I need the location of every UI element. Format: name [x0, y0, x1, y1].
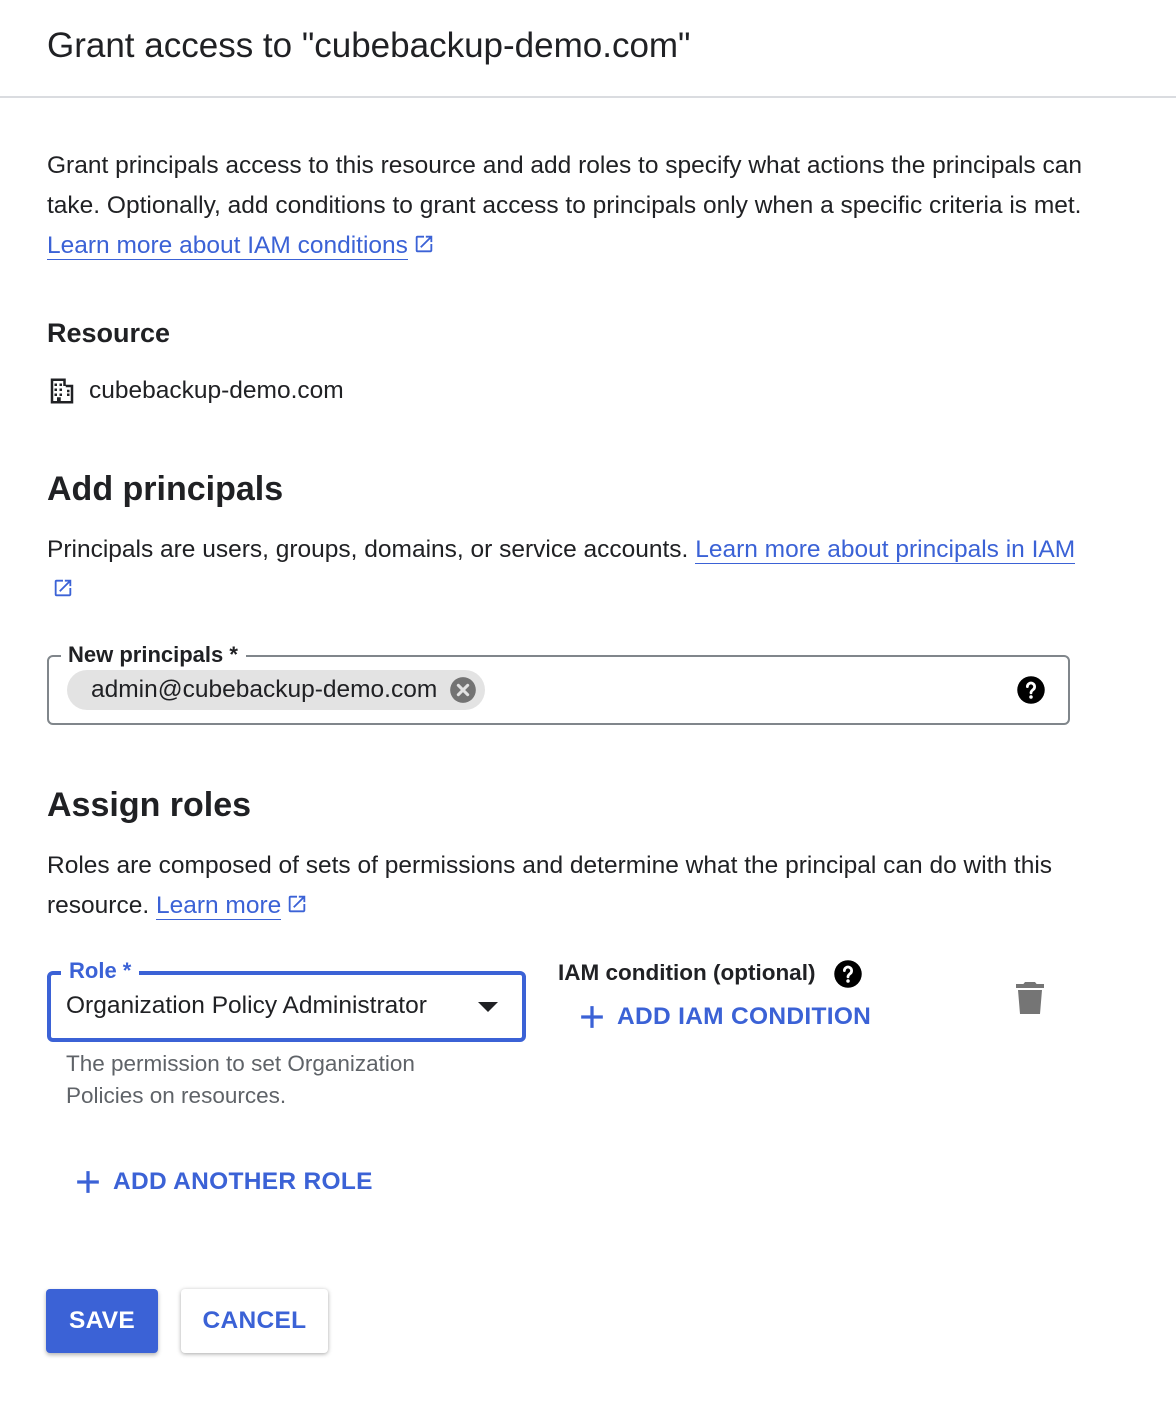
add-iam-condition-label: ADD IAM CONDITION	[617, 1003, 872, 1030]
external-link-icon	[52, 577, 74, 599]
dropdown-arrow-icon[interactable]	[478, 1002, 498, 1012]
role-label: Role *	[61, 957, 139, 985]
intro-text	[47, 146, 1087, 266]
iam-condition-label: IAM condition (optional)	[558, 960, 816, 985]
roles-description	[47, 846, 1087, 926]
resource-name: cubebackup-demo.com	[89, 377, 344, 404]
save-button[interactable]: SAVE	[46, 1289, 158, 1353]
delete-role-icon[interactable]	[1016, 982, 1044, 1014]
plus-icon	[579, 1004, 605, 1030]
external-link-icon	[413, 233, 435, 255]
assign-roles-heading: Assign roles	[47, 786, 252, 824]
add-principals-heading: Add principals	[47, 470, 284, 508]
learn-more-iam-conditions-label: Learn more about IAM conditions	[47, 232, 408, 259]
remove-chip-icon[interactable]	[449, 676, 477, 704]
principal-chip-label: admin@cubebackup-demo.com	[91, 676, 438, 703]
intro-description: Grant principals access to this resource and add roles to specify what actions the principals can take. Optionally, add conditions to grant access to principals only when a specific criteria is met.	[47, 152, 1082, 219]
domain-building-icon	[47, 376, 77, 406]
cancel-button[interactable]: CANCEL	[181, 1289, 328, 1353]
resource-row	[47, 374, 344, 408]
learn-more-principals-label: Learn more about principals in IAM	[695, 536, 1076, 563]
resource-label: Resource	[47, 318, 171, 348]
plus-icon	[75, 1169, 101, 1195]
add-another-role-button[interactable]	[75, 1168, 373, 1196]
role-hint-text: The permission to set Organization Policies on resources.	[66, 1051, 415, 1108]
roles-description-text: Roles are composed of sets of permissions and determine what the principal can do with this resource.	[47, 852, 1053, 919]
learn-more-roles-link[interactable]	[156, 892, 281, 920]
learn-more-principals-link[interactable]	[695, 536, 1075, 564]
principals-description-text: Principals are users, groups, domains, or service accounts.	[47, 536, 696, 563]
role-selected-value: Organization Policy Administrator	[66, 992, 427, 1019]
add-iam-condition-button[interactable]	[579, 1003, 871, 1031]
external-link-icon	[286, 893, 308, 915]
new-principals-field[interactable]	[47, 642, 1070, 725]
principal-chip[interactable]	[67, 670, 485, 710]
learn-more-roles-label: Learn more	[155, 892, 282, 919]
principals-description	[47, 530, 1087, 610]
new-principals-label: New principals *	[61, 641, 246, 669]
help-icon[interactable]	[833, 959, 863, 989]
dialog-title: Grant access to "cubebackup-demo.com"	[47, 26, 691, 65]
role-select[interactable]	[47, 958, 526, 1042]
help-icon[interactable]	[1016, 675, 1046, 705]
add-another-role-label: ADD ANOTHER ROLE	[113, 1168, 373, 1195]
dialog-header	[0, 0, 1176, 98]
learn-more-iam-conditions-link[interactable]	[47, 232, 408, 260]
